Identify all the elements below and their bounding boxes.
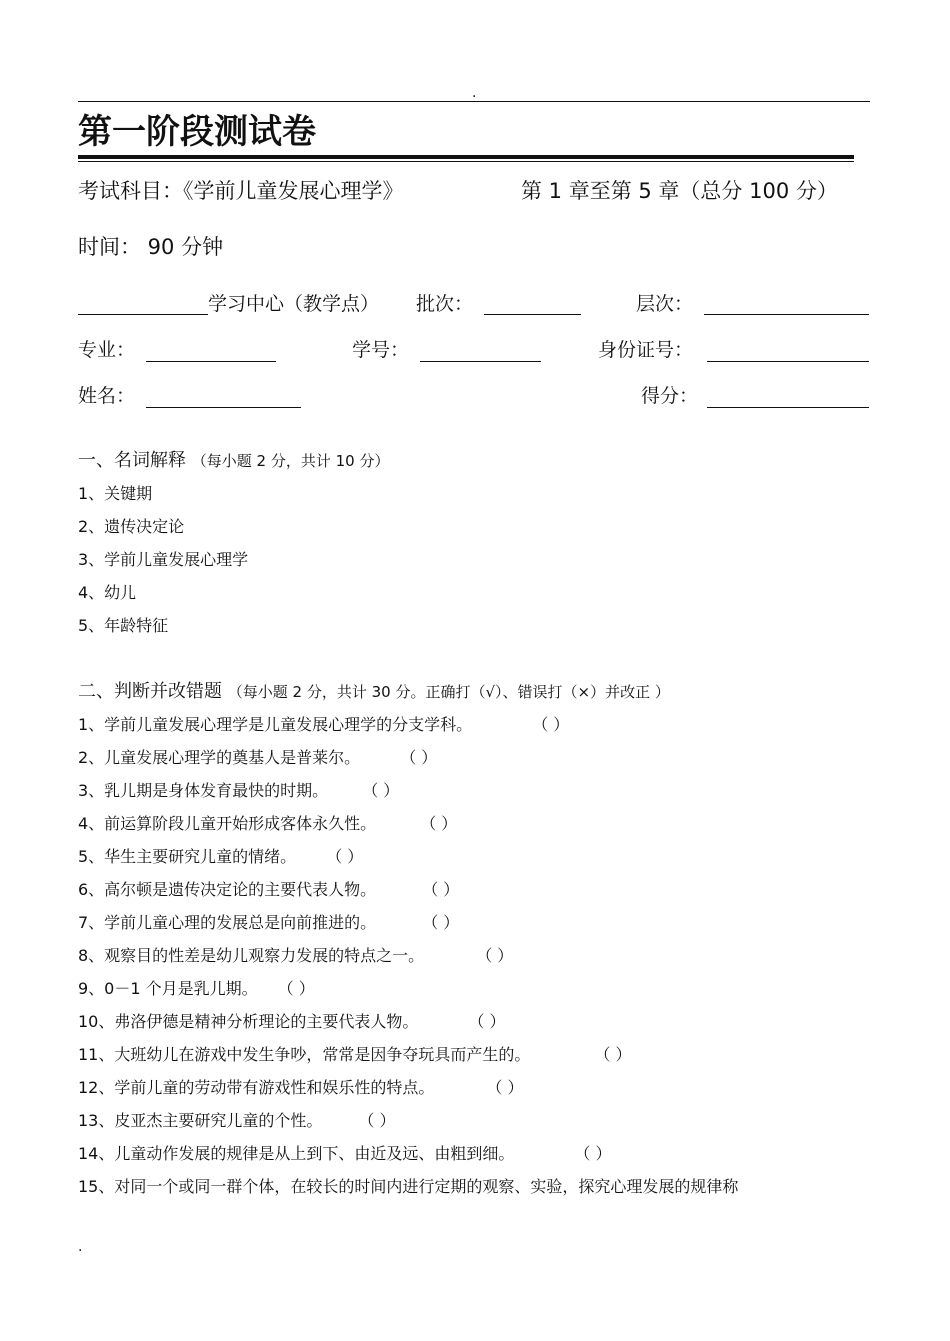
student-id-blank[interactable]: [420, 361, 541, 362]
score-blank[interactable]: [707, 407, 869, 408]
judgement-item: [78, 780, 399, 802]
center-blank[interactable]: [78, 314, 208, 315]
major-blank[interactable]: [146, 361, 276, 362]
section2-note: （每小题 2 分，共计 30 分。正确打（√）、错误打（×）并改正 ）: [227, 683, 670, 701]
answer-paren[interactable]: （ ）: [326, 847, 364, 866]
chapter-range: 第 1 章至第 5 章（总分 100 分）: [521, 179, 838, 203]
answer-paren[interactable]: （ ）: [594, 1045, 632, 1064]
judgement-item-text: 6、高尔顿是遗传决定论的主要代表人物。: [78, 880, 377, 899]
top-dot: .: [472, 85, 477, 101]
exam-time: 时间： 90 分钟: [78, 235, 224, 259]
answer-paren[interactable]: （ ）: [422, 880, 460, 899]
answer-paren[interactable]: （ ）: [362, 781, 400, 800]
judgement-item-text: 2、儿童发展心理学的奠基人是普莱尔。: [78, 748, 361, 767]
section1-item: 5、年龄特征: [78, 616, 169, 635]
judgement-item: [78, 912, 459, 934]
answer-paren[interactable]: （ ）: [277, 979, 315, 998]
section1-item: 4、幼儿: [78, 583, 137, 602]
student-id-label: 学号：: [352, 339, 410, 361]
judgement-item: [78, 714, 569, 736]
section2-heading: [78, 679, 670, 705]
judgement-item: [78, 1011, 505, 1033]
judgement-item-text: 15、对同一个或同一群个体，在较长的时间内进行定期的观察、实验，探究心理发展的规律称: [78, 1177, 739, 1196]
section1-title: 一、名词解释: [78, 450, 186, 471]
section2-title: 二、判断并改错题: [78, 681, 222, 702]
judgement-item-text: 9、0－1 个月是乳儿期。: [78, 979, 258, 998]
major-label: 专业：: [78, 339, 136, 361]
judgement-item-text: 7、学前儿童心理的发展总是向前推进的。: [78, 913, 377, 932]
page-title: 第一阶段测试卷: [78, 112, 316, 152]
judgement-item: [78, 813, 457, 835]
judgement-item-text: 11、大班幼儿在游戏中发生争吵，常常是因争夺玩具而产生的。: [78, 1045, 531, 1064]
answer-paren[interactable]: （ ）: [422, 913, 460, 932]
id-card-label: 身份证号：: [598, 339, 694, 361]
judgement-item-text: 8、观察目的性差是幼儿观察力发展的特点之一。: [78, 946, 425, 965]
level-blank[interactable]: [704, 314, 869, 315]
answer-paren[interactable]: （ ）: [532, 715, 570, 734]
section1-item: 3、学前儿童发展心理学: [78, 550, 249, 569]
name-blank[interactable]: [146, 407, 301, 408]
judgement-item-text: 1、学前儿童发展心理学是儿童发展心理学的分支学科。: [78, 715, 473, 734]
section1-note: （每小题 2 分，共计 10 分）: [191, 452, 390, 470]
answer-paren[interactable]: （ ）: [468, 1012, 506, 1031]
batch-blank[interactable]: [484, 314, 581, 315]
header-rule: [78, 101, 870, 102]
answer-paren[interactable]: （ ）: [574, 1144, 612, 1163]
judgement-item: [78, 1143, 611, 1165]
judgement-item: [78, 1110, 395, 1132]
center-label: 学习中心（教学点）: [208, 293, 380, 315]
section1-heading: [78, 448, 389, 474]
title-underline-thin: [78, 161, 854, 162]
answer-paren[interactable]: （ ）: [400, 748, 438, 767]
judgement-item-text: 5、华生主要研究儿童的情绪。: [78, 847, 297, 866]
title-underline-thick: [78, 155, 854, 159]
section1-item: 1、关键期: [78, 484, 153, 503]
answer-paren[interactable]: （ ）: [486, 1078, 524, 1097]
judgement-item: [78, 1077, 523, 1099]
judgement-item: [78, 945, 513, 967]
answer-paren[interactable]: （ ）: [476, 946, 514, 965]
judgement-item-text: 14、儿童动作发展的规律是从上到下、由近及远、由粗到细。: [78, 1144, 515, 1163]
section1-item: 2、遗传决定论: [78, 517, 185, 536]
batch-label: 批次：: [416, 293, 474, 315]
judgement-item-text: 3、乳儿期是身体发育最快的时期。: [78, 781, 329, 800]
bottom-dot: .: [78, 1239, 83, 1255]
judgement-item: [78, 1176, 738, 1198]
judgement-item: [78, 978, 315, 1000]
judgement-item-text: 13、皮亚杰主要研究儿童的个性。: [78, 1111, 323, 1130]
judgement-item-text: 12、学前儿童的劳动带有游戏性和娱乐性的特点。: [78, 1078, 435, 1097]
judgement-item: [78, 747, 437, 769]
name-label: 姓名：: [78, 385, 136, 407]
exam-subject: 考试科目：《学前儿童发展心理学》: [78, 179, 404, 203]
answer-paren[interactable]: （ ）: [420, 814, 458, 833]
score-label: 得分：: [641, 385, 699, 407]
judgement-item-text: 4、前运算阶段儿童开始形成客体永久性。: [78, 814, 377, 833]
judgement-item: [78, 1044, 631, 1066]
judgement-item-text: 10、弗洛伊德是精神分析理论的主要代表人物。: [78, 1012, 419, 1031]
answer-paren[interactable]: （ ）: [358, 1111, 396, 1130]
judgement-item: [78, 879, 459, 901]
level-label: 层次：: [636, 293, 694, 315]
id-card-blank[interactable]: [707, 361, 869, 362]
judgement-item: [78, 846, 363, 868]
